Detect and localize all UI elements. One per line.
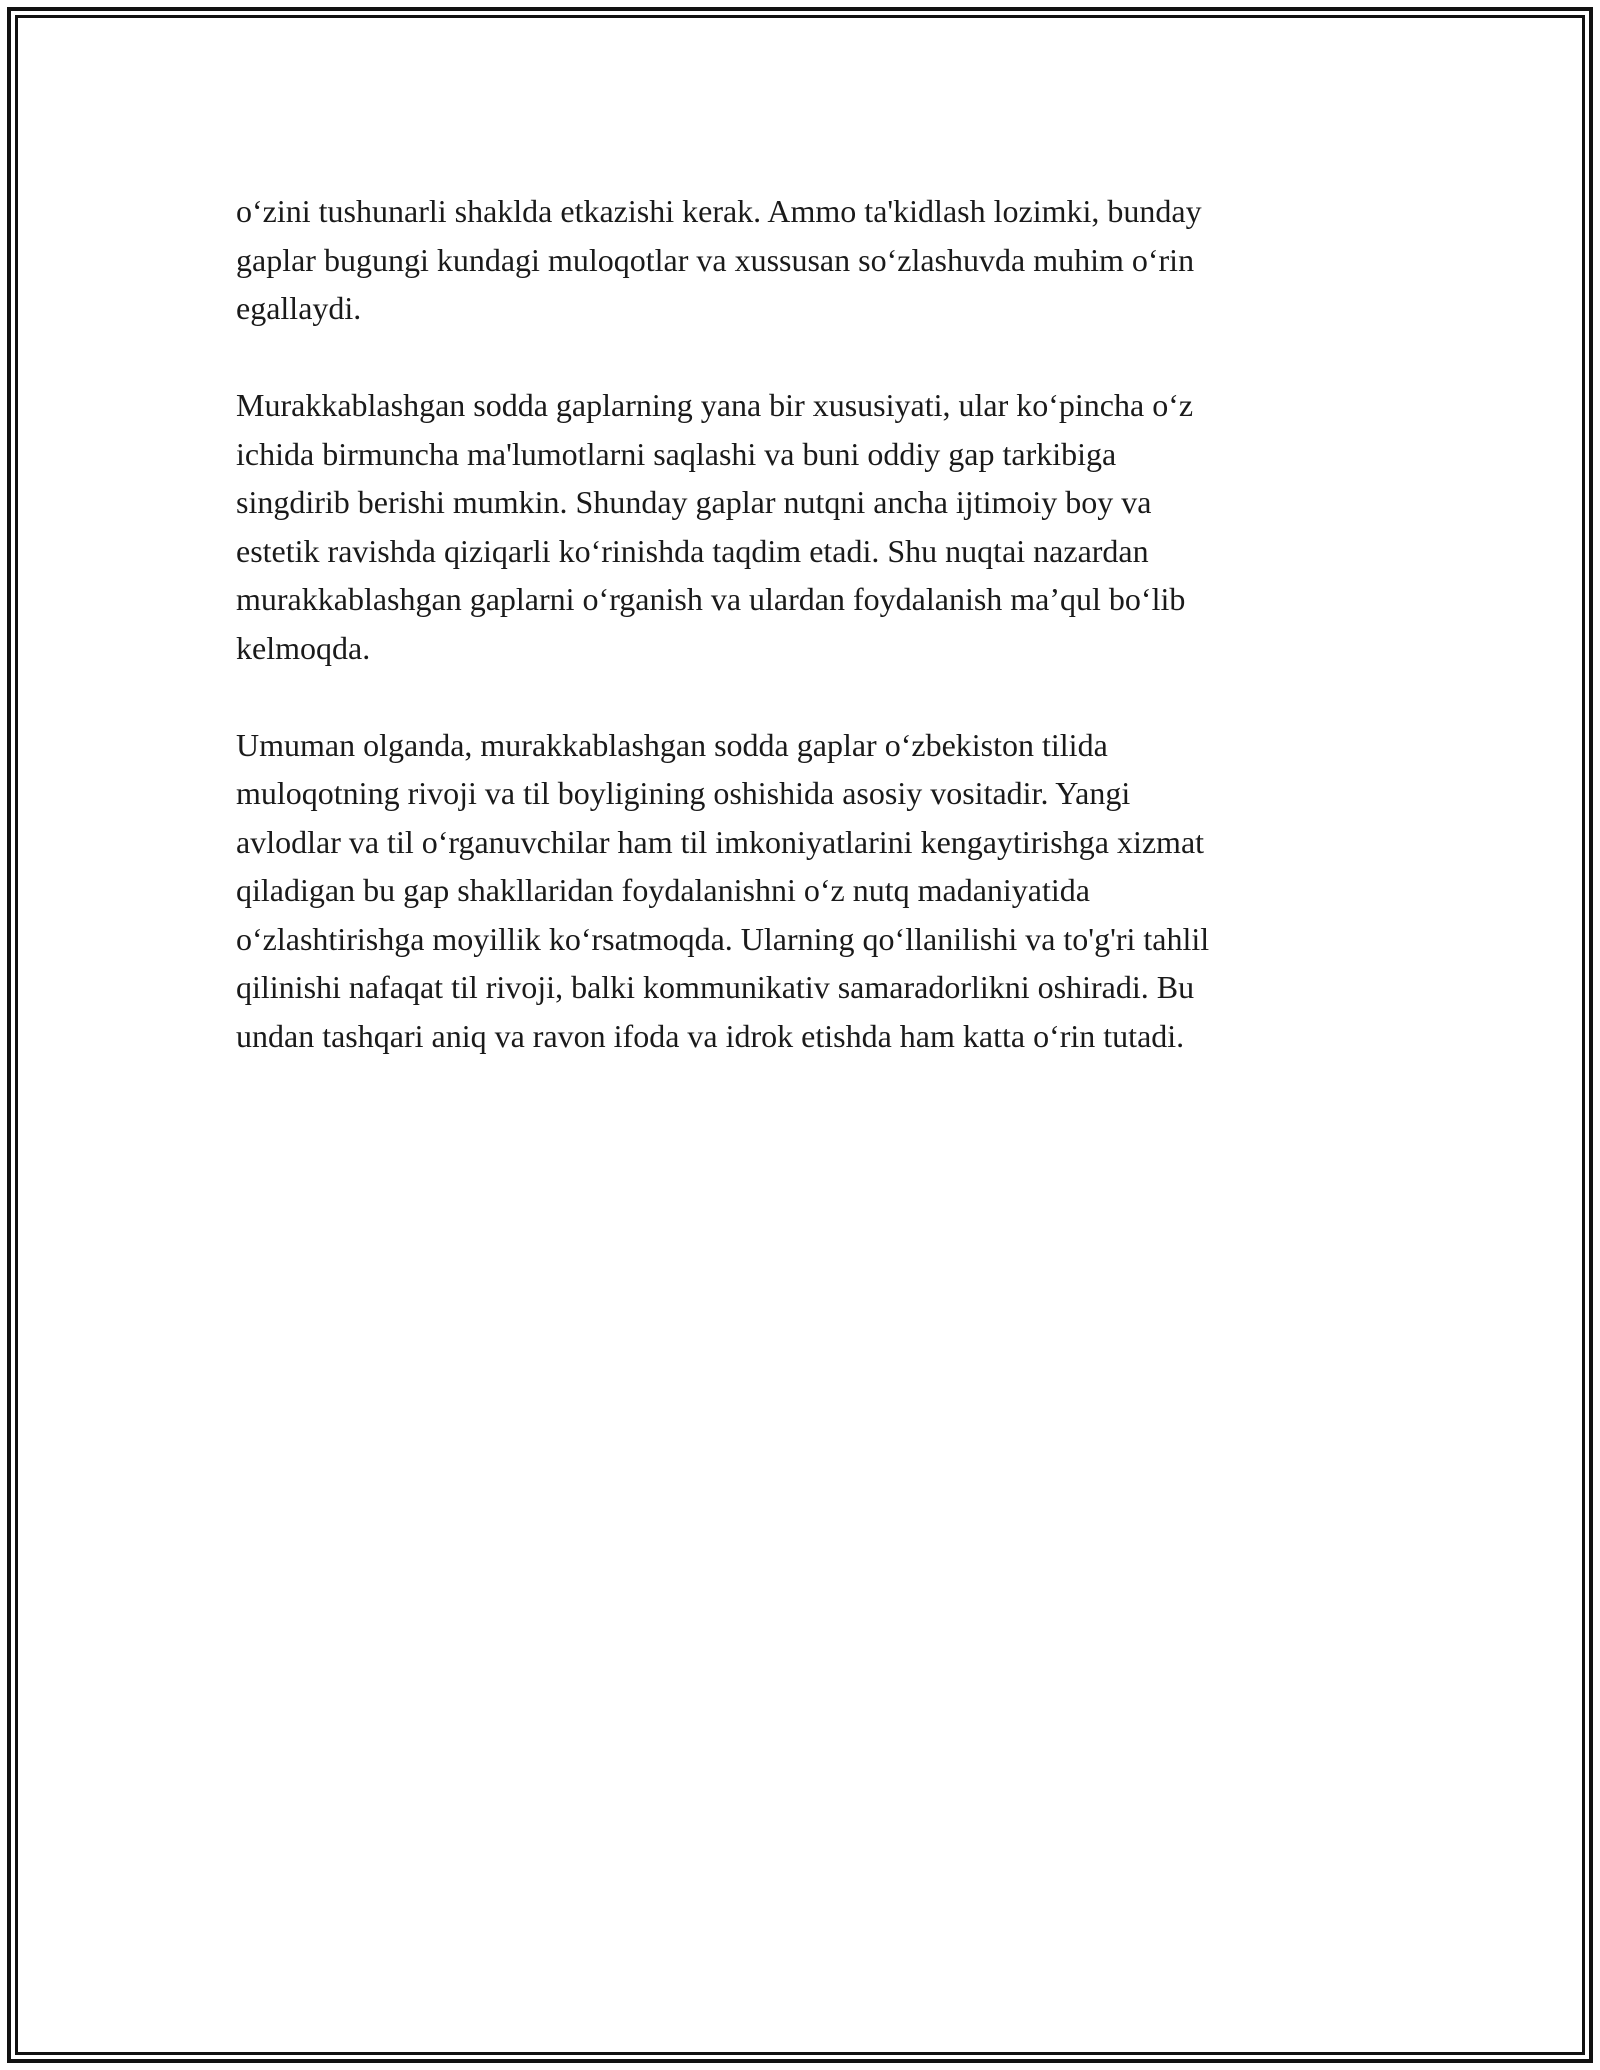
text-line: estetik ravishda qiziqarli ko‘rinishda taqdim etadi. Shu nuqtai nazardan (236, 532, 1149, 569)
text-line: qilinishi nafaqat til rivoji, balki kommunikativ samaradorlikni oshiradi. Bu (236, 969, 1195, 1005)
document-body (236, 187, 1366, 1060)
text-line: egallaydi. (236, 290, 362, 326)
text-line: ichida birmuncha ma'lumotlarni saqlashi va buni oddiy gap tarkibiga (236, 435, 1117, 472)
paragraph-2 (236, 381, 1366, 672)
text-line: singdirib berishi mumkin. Shunday gaplar nutqni ancha ijtimoiy boy va (236, 484, 1152, 520)
text-line: gaplar bugungi kundagi muloqotlar va xussusan so‘zlashuvda muhim o‘rin (236, 241, 1195, 278)
paragraph-1 (236, 187, 1366, 333)
text-line: o‘zlashtirishga moyillik ko‘rsatmoqda. Ularning qo‘llanilishi va to'g'ri tahlil (236, 920, 1210, 957)
text-line: muloqotning rivoji va til boyligining oshishida asosiy vositadir. Yangi (236, 775, 1131, 811)
text-line: avlodlar va til o‘rganuvchilar ham til imkoniyatlarini kengaytirishga xizmat (236, 823, 1205, 860)
paragraph-3 (236, 721, 1366, 1061)
text-line: o‘zini tushunarli shaklda etkazishi kerak. Ammo ta'kidlash lozimki, bunday (236, 193, 1202, 229)
text-line: Murakkablashgan sodda gaplarning yana bir xususiyati, ular ko‘pincha o‘z (236, 387, 1194, 423)
text-line: murakkablashgan gaplarni o‘rganish va ulardan foydalanish ma’qul bo‘lib (236, 581, 1186, 617)
text-line: qiladigan bu gap shakllaridan foydalanishni o‘z nutq madaniyatida (236, 872, 1090, 908)
text-line: Umuman olganda, murakkablashgan sodda gaplar o‘zbekiston tilida (236, 726, 1108, 763)
text-line: kelmoqda. (236, 629, 371, 666)
text-line: undan tashqari aniq va ravon ifoda va idrok etishda ham katta o‘rin tutadi. (236, 1017, 1185, 1054)
